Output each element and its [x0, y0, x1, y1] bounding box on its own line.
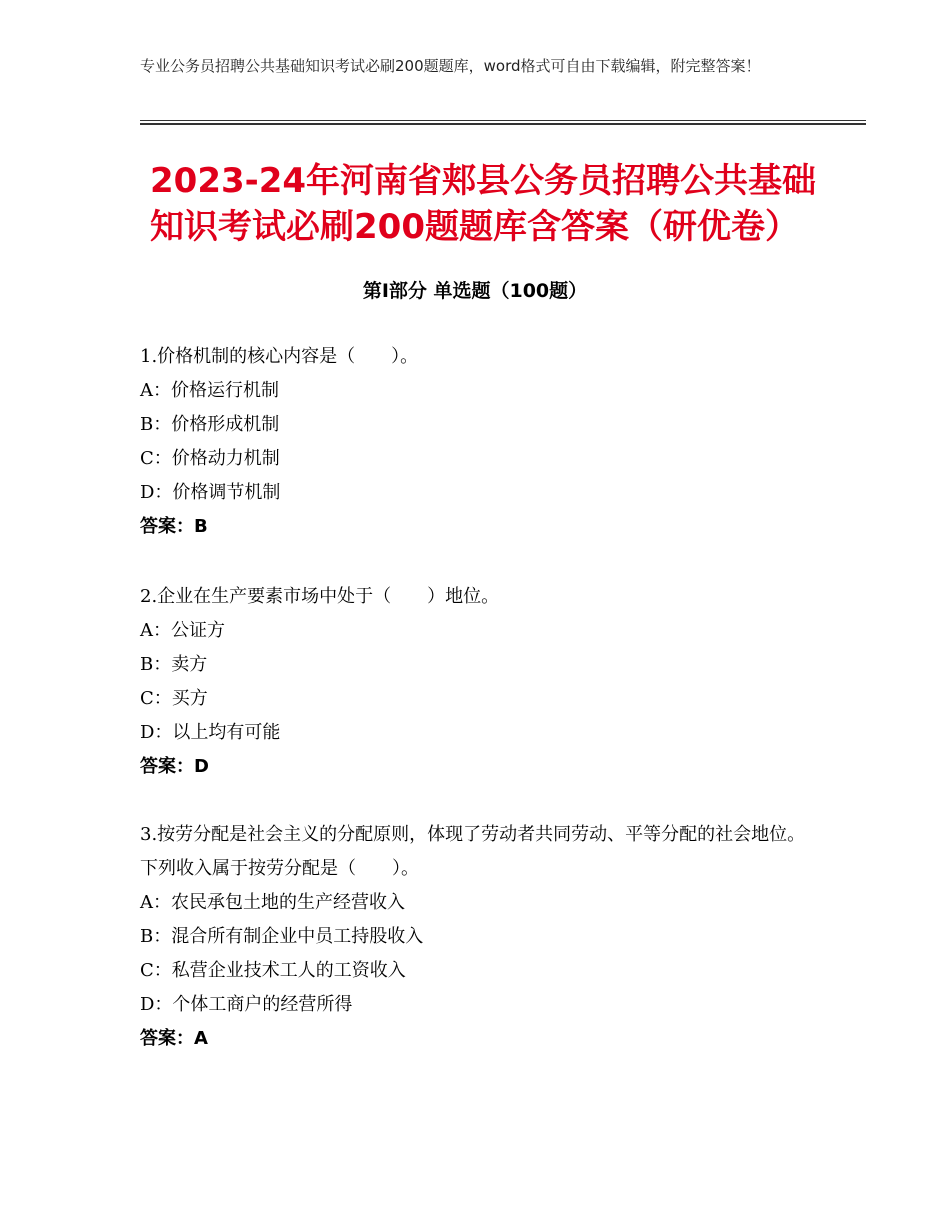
header-divider-bottom [140, 123, 866, 125]
question-stem: 2.企业在生产要素市场中处于（ ）地位。 [140, 586, 500, 607]
option-c: C：价格动力机制 [140, 448, 280, 469]
header-divider-top [140, 120, 866, 121]
question-3 [140, 818, 820, 1056]
option-c: C：买方 [140, 688, 208, 709]
option-a: A：农民承包土地的生产经营收入 [140, 892, 405, 913]
option-d: D：个体工商户的经营所得 [140, 994, 353, 1015]
document-title: 2023-24年河南省郏县公务员招聘公共基础知识考试必刷200题题库含答案（研优卷） [150, 161, 817, 247]
option-d: D：以上均有可能 [140, 722, 281, 743]
question-2 [140, 580, 820, 784]
option-c: C：私营企业技术工人的工资收入 [140, 960, 406, 981]
question-1 [140, 340, 820, 544]
option-b: B：价格形成机制 [140, 414, 280, 435]
question-stem: 1.价格机制的核心内容是（ ）。 [140, 346, 419, 367]
answer: 答案：D [140, 756, 209, 777]
question-stem: 3.按劳分配是社会主义的分配原则，体现了劳动者共同劳动、平等分配的社会地位。下列收入属于按劳分配是（ ）。 [140, 824, 806, 879]
option-b: B：混合所有制企业中员工持股收入 [140, 926, 424, 947]
option-a: A：公证方 [140, 620, 225, 641]
answer: 答案：A [140, 1028, 208, 1049]
header-note: 专业公务员招聘公共基础知识考试必刷200题题库，word格式可自由下载编辑，附完整答案！ [140, 57, 761, 75]
answer: 答案：B [140, 516, 208, 537]
option-b: B：卖方 [140, 654, 208, 675]
option-a: A：价格运行机制 [140, 380, 279, 401]
option-d: D：价格调节机制 [140, 482, 281, 503]
section-title: 第Ⅰ部分 单选题（100题） [362, 280, 588, 302]
